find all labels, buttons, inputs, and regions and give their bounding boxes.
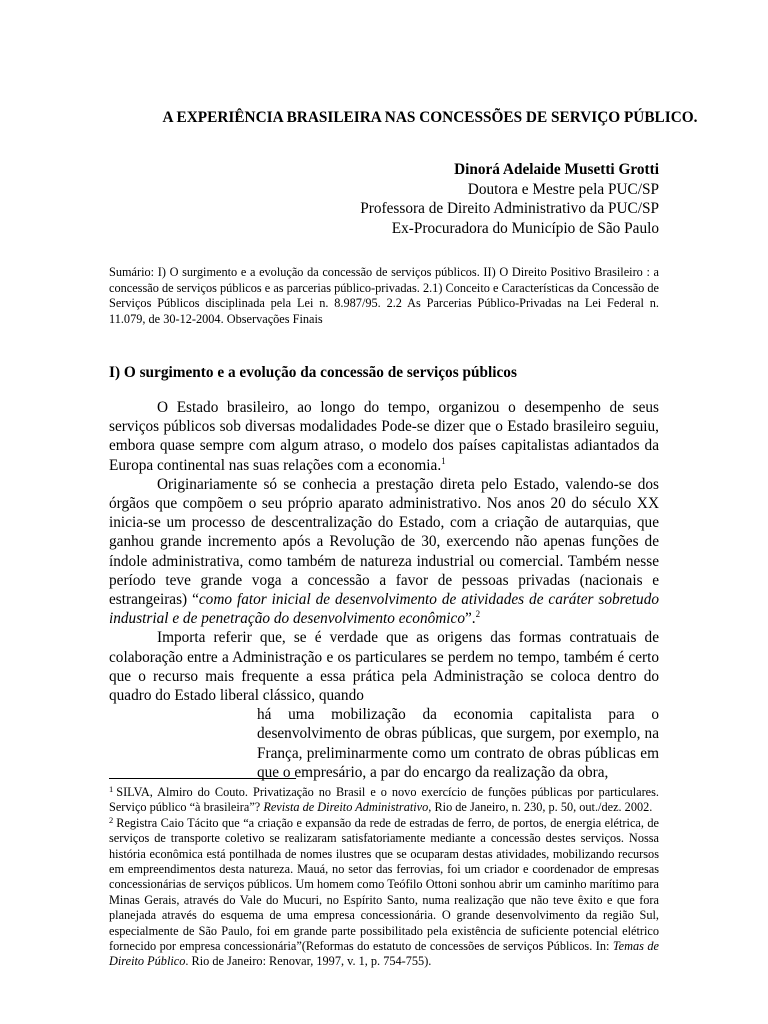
italic-quote: como fator inicial de desenvolvimento de atividades de caráter sobretudo industrial e de penetração do desenvolvimento econômico <box>109 591 659 628</box>
footnote-ref[interactable]: 1 <box>441 455 446 466</box>
author-block <box>360 160 659 238</box>
author-credential: Ex-Procuradora do Município de São Paulo <box>391 219 659 237</box>
author-credential: Doutora e Mestre pela PUC/SP <box>467 180 659 198</box>
document-title: A EXPERIÊNCIA BRASILEIRA NAS CONCESSÕES DE SERVIÇO PÚBLICO. <box>162 109 698 126</box>
author-name: Dinorá Adelaide Musetti Grotti <box>454 161 659 178</box>
paragraph: Originariamente só se conhecia a prestação direta pelo Estado, valendo-se dos órgãos que compõem o seu próprio aparato administrativo. Nos anos 20 do século XX inicia-se um processo de descentralização do Estado, com a criação de autarquias, que ganhou grande incremento após a Revolução de 30, exercendo não apenas funções de índole administrativa, como também de natureza industrial ou comercial. Também nesse período teve grande voga a concessão a favor de pessoas privadas (nacionais e estrangeiras) “como fator inicial de desenvolvimento de atividades de caráter sobretudo industrial e de penetração do desenvolvimento econômico”.$^2$ <box>109 475 659 628</box>
footnote: $^1$ SILVA, Almiro do Couto. Privatização no Brasil e o novo exercício de funções públicas por particulares. Serviço público “à brasileira”? Revista de Direito Administrativo, Rio de Janeiro, n. 230, p. 50, out./dez. 2002. <box>109 784 659 815</box>
footnote-number: 1 <box>109 784 114 794</box>
paragraph: O Estado brasileiro, ao longo do tempo, organizou o desempenho de seus serviços públicos sob diversas modalidades Pode-se dizer que o Estado brasileiro seguiu, embora quase sempre com algum atraso, o modelo dos países capitalistas adiantados da Europa continental nas suas relações com a economia.$^1$ <box>109 399 659 474</box>
author-credential: Professora de Direito Administrativo da PUC/SP <box>360 200 659 217</box>
body-text <box>109 398 659 782</box>
footnote: $^2$ Registra Caio Tácito que “a criação e expansão da rede de estradas de ferro, de portos, de energia elétrica, de serviços de transporte coletivo se realizaram satisfatoriamente mediante a concessão destes serviços. Nossa história econômica está pontilhada de nomes ilustres que se ocuparam destas atividades, mobilizando recursos em empreendimentos desta natureza. Mauá, no setor das ferrovias, foi um criador e coordenador de empresas concessionárias de serviços públicos. Um homem como Teófilo Ottoni sonhou abrir um caminho marítimo para Minas Gerais, através do Vale do Mucuri, no Espírito Santo, numa realização que não teve êxito e que fora planejada através do esquema de uma empresa concessionária. O grande desenvolvimento da região Sul, especialmente de São Paulo, foi em grande parte possibilitado pela existência de suficiente potencial elétrico fornecido por empresa concessionária”(Reformas do estatuto de concessões de serviços Públicos. In: Temas de Direito Público. Rio de Janeiro: Renovar, 1997, v. 1, p. 754-755). <box>109 814 660 969</box>
block-quote: há uma mobilização da economia capitalista para o desenvolvimento de obras públicas, que surgem, por exemplo, na França, preliminarmente como um contrato de obras públicas em que o empresário, a par do encargo da realização da obra, <box>257 706 659 781</box>
footnote-ref[interactable]: 2 <box>475 609 481 620</box>
footnote-number: 2 <box>109 814 114 825</box>
footnote-divider <box>109 778 296 779</box>
summary: Sumário: I) O surgimento e a evolução da concessão de serviços públicos. II) O Direito Positivo Brasileiro : a concessão de serviços públicos e as parcerias público-privadas. 2.1) Conceito e Características da Concessão de Serviços Públicos disciplinada pela Lei n. 8.987/95. 2.2 As Parcerias Público-Privadas na Lei Federal n. 11.079, de 30-12-2004. Observações Finais <box>109 265 659 326</box>
footnotes <box>109 785 659 970</box>
section-heading: I) O surgimento e a evolução da concessão de serviços públicos <box>109 364 517 381</box>
paragraph: Importa referir que, se é verdade que as origens das formas contratuais de colaboração entre a Administração e os particulares se perdem no tempo, também é certo que o recurso mais frequente a essa prática pela Administração se coloca dentro do quadro do Estado liberal clássico, quando <box>109 629 659 705</box>
